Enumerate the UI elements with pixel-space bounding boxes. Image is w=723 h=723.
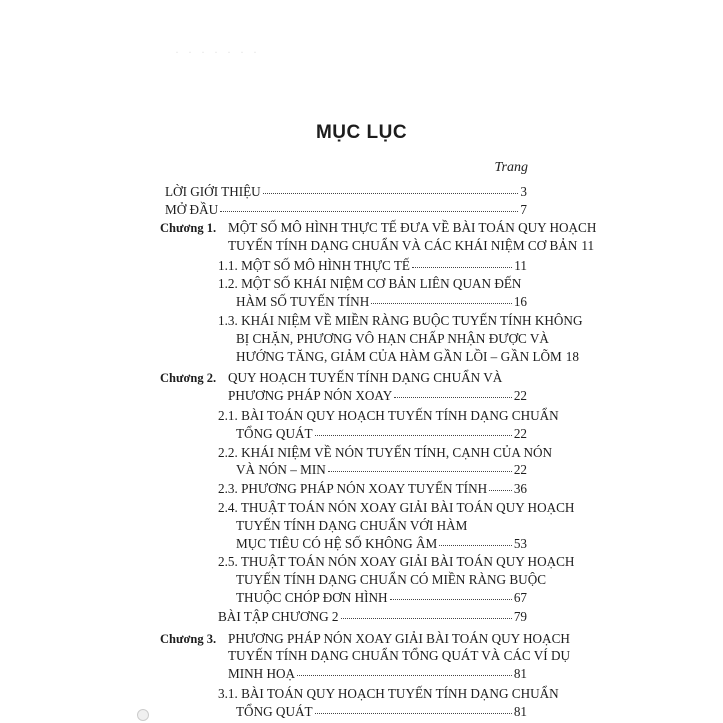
dot-leader [371, 303, 512, 304]
toc-entry-text: MỤC TIÊU CÓ HỆ SỐ KHÔNG ÂM [236, 535, 438, 551]
toc-entry-text: VÀ NÓN – MIN [236, 462, 326, 478]
toc-page-number: 7 [520, 201, 527, 217]
section-entry-line [236, 537, 527, 550]
section-entry-line [236, 295, 527, 308]
chapter-label: Chương 3. [160, 631, 217, 646]
toc-page-number: 11 [514, 257, 527, 273]
toc-entry-text: TUYẾN TÍNH DẠNG CHUẨN TỔNG QUÁT VÀ CÁC VÍ DỤ [228, 648, 571, 664]
dot-leader [315, 713, 512, 714]
chapter-title-line [228, 237, 595, 253]
page-column-header: Trang [494, 160, 528, 175]
toc-page-number: 16 [513, 294, 527, 310]
toc-entry-text: TUYẾN TÍNH DẠNG CHUẨN VÀ CÁC KHÁI NIỆM CƠ BẢN [228, 237, 578, 253]
section-entry-line [218, 314, 582, 327]
toc-entry-text: 2.4. THUẬT TOÁN NÓN XOAY GIẢI BÀI TOÁN QUY HOẠCH [218, 500, 575, 515]
dot-leader [390, 599, 512, 600]
section-entry-line [236, 573, 546, 586]
toc-page-number: 3 [520, 184, 527, 199]
toc-entry-text: 2.3. PHƯƠNG PHÁP NÓN XOAY TUYẾN TÍNH [218, 481, 488, 497]
toc-entry-text: QUY HOẠCH TUYẾN TÍNH DẠNG CHUẨN VÀ [228, 370, 503, 386]
toc-entry-text: TUYẾN TÍNH DẠNG CHUẨN VỚI HÀM [236, 517, 468, 533]
chapter-label: Chương 1. [160, 221, 217, 235]
dot-leader [328, 471, 512, 472]
toc-entry-text: 2.5. THUẬT TOÁN NÓN XOAY GIẢI BÀI TOÁN QUY HOẠCH [218, 554, 575, 570]
toc-entry-text: 3.1. BÀI TOÁN QUY HOẠCH TUYẾN TÍNH DẠNG CHUẨN [218, 686, 559, 701]
toc-page-number: 53 [513, 535, 527, 551]
toc-entry-text: MINH HOẠ [228, 666, 296, 682]
toc-page-number: 36 [513, 481, 527, 497]
toc-entry-text: MỞ ĐẦU [165, 201, 219, 217]
toc-entry-front [165, 185, 527, 198]
page-title: MỤC LỤC [315, 122, 408, 143]
toc-page-number: 22 [513, 462, 527, 478]
section-entry-line [218, 446, 552, 459]
section-entry-line [236, 591, 527, 604]
section-entry-line [236, 519, 467, 532]
section-entry-line [236, 348, 579, 364]
toc-entry-text: HƯỚNG TĂNG, GIẢM CỦA HÀM GẦN LỒI – GẦN LÕM [236, 348, 562, 364]
toc-page-number: 81 [513, 703, 527, 719]
toc-entry-text: 1.1. MỘT SỐ MÔ HÌNH THỰC TẾ [218, 257, 410, 273]
toc-entry-text: BỊ CHẶN, PHƯƠNG VÔ HẠN CHẤP NHẬN ĐƯỢC VÀ [236, 330, 549, 346]
toc-entry-text: MỘT SỐ MÔ HÌNH THỰC TẾ ĐƯA VỀ BÀI TOÁN QUY HOẠCH [228, 220, 597, 235]
toc-entry-text: 1.2. MỘT SỐ KHÁI NIỆM CƠ BẢN LIÊN QUAN ĐẾN [218, 276, 522, 292]
toc-entry-text: TỔNG QUÁT [236, 703, 313, 719]
chapter-title-line [228, 649, 570, 662]
dot-leader [297, 675, 512, 676]
dot-leader [341, 618, 512, 619]
dot-leader [315, 435, 512, 436]
toc-page-number: 11 [581, 237, 595, 253]
chapter-title-line [228, 667, 527, 680]
toc-entry-text: HÀM SỐ TUYẾN TÍNH [236, 294, 370, 310]
toc-entry-text: 1.3. KHÁI NIỆM VỀ MIỀN RÀNG BUỘC TUYẾN TÍNH KHÔNG [218, 313, 583, 328]
watermark-logo-icon [137, 709, 149, 721]
toc-entry-text: PHƯƠNG PHÁP NÓN XOAY [228, 388, 393, 404]
chapter-label: Chương 2. [160, 371, 217, 386]
dot-leader [489, 490, 512, 491]
toc-page-number: 67 [513, 590, 527, 605]
section-entry-line [236, 705, 527, 718]
section-entry-line [218, 687, 559, 700]
dot-leader [263, 193, 519, 194]
chapter-title-line [228, 221, 596, 234]
section-entry-line [218, 610, 527, 623]
toc-page-number: 18 [565, 348, 579, 364]
section-entry-line [218, 555, 574, 568]
toc-page-number: 79 [513, 608, 527, 624]
chapter-title-line [228, 389, 527, 402]
toc-entry-front [165, 203, 527, 216]
section-entry-line [218, 259, 527, 272]
toc-entry-text: TỔNG QUÁT [236, 425, 313, 441]
toc-entry-text: THUỘC CHÓP ĐƠN HÌNH [236, 590, 388, 605]
dot-leader [439, 545, 512, 546]
toc-entry-text: PHƯƠNG PHÁP NÓN XOAY GIẢI BÀI TOÁN QUY HOẠCH [228, 630, 570, 646]
chapter-title-line [228, 371, 502, 384]
toc-entry-text: TUYẾN TÍNH DẠNG CHUẨN CÓ MIỀN RÀNG BUỘC [236, 572, 547, 588]
section-entry-line [218, 277, 521, 290]
section-entry-line [218, 501, 574, 514]
dot-leader [394, 397, 512, 398]
section-entry-line [218, 409, 559, 422]
toc-entry-text: 2.2. KHÁI NIỆM VỀ NÓN TUYẾN TÍNH, CẠNH CỦA NÓN [218, 444, 553, 460]
toc-page-number: 22 [513, 388, 527, 404]
toc-page-number: 22 [513, 425, 527, 441]
section-entry-line [236, 463, 527, 476]
bleed-through-text: · · · · · · · [175, 45, 260, 59]
toc-entry-text: BÀI TẬP CHƯƠNG 2 [218, 608, 339, 624]
dot-leader [220, 211, 518, 212]
section-entry-line [218, 482, 527, 495]
toc-entry-text: LỜI GIỚI THIỆU [165, 184, 261, 199]
toc-page-number: 81 [513, 666, 527, 682]
section-entry-line [236, 427, 527, 440]
toc-entry-text: 2.1. BÀI TOÁN QUY HOẠCH TUYẾN TÍNH DẠNG CHUẨN [218, 408, 559, 423]
chapter-title-line [228, 632, 570, 645]
section-entry-line [236, 332, 549, 345]
dot-leader [412, 267, 512, 268]
